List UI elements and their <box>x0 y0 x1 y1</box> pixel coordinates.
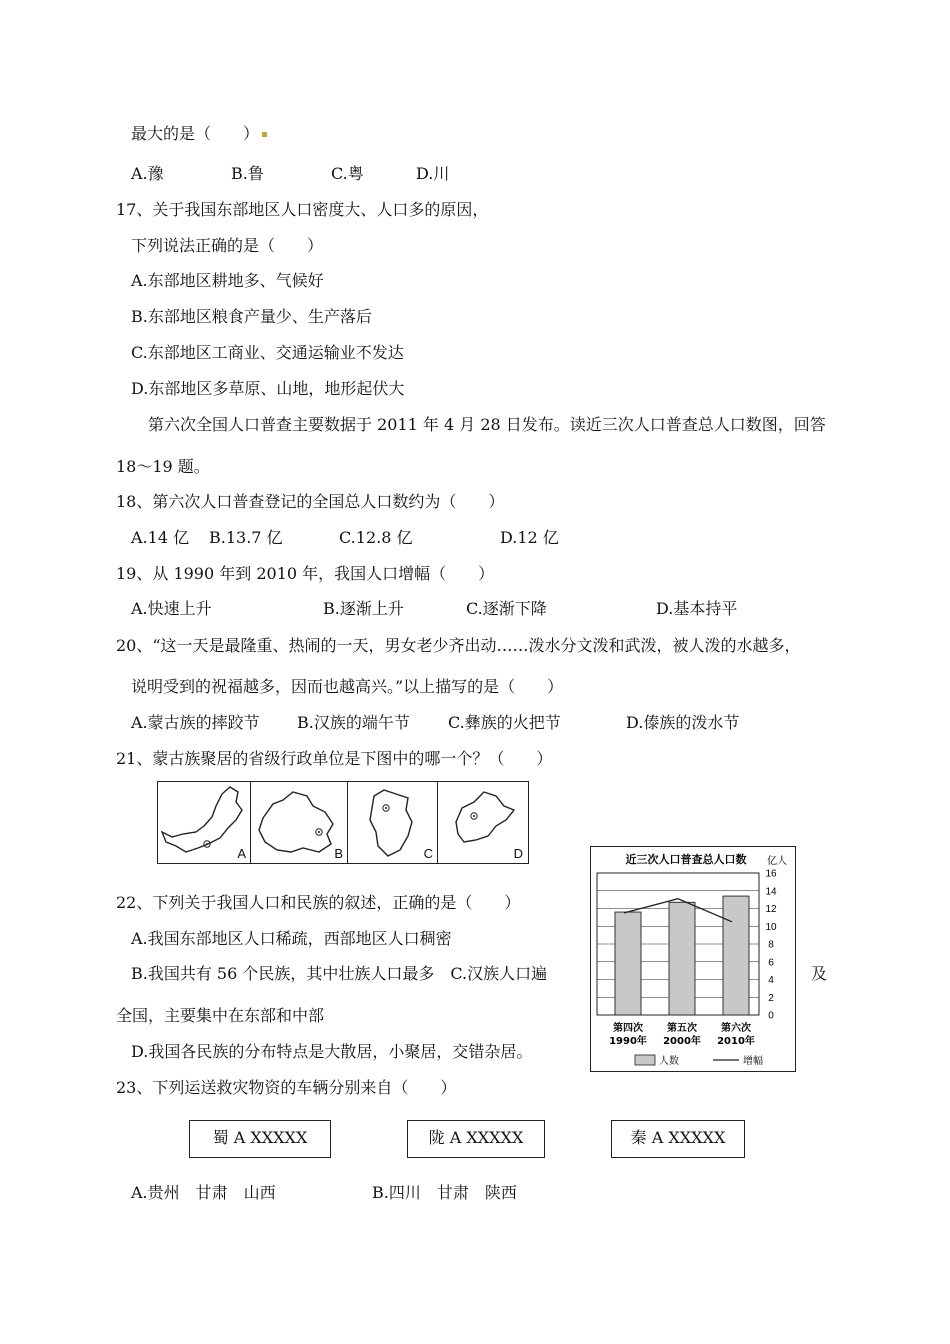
chart-y-tick-label: 6 <box>768 957 774 969</box>
q20-option-d[interactable]: D.傣族的泼水节 <box>626 713 740 732</box>
population-chart <box>590 846 796 1072</box>
q21-stem: 21、蒙古族聚居的省级行政单位是下图中的哪一个？（ ） <box>116 749 553 768</box>
q18-option-c[interactable]: C.12.8 亿 <box>339 528 413 547</box>
q20-stem-line1: 20、“这一天是最隆重、热闹的一天，男女老少齐出动……泼水分文泼和武泼，被人泼的水越多， <box>116 636 801 655</box>
q16-option-a[interactable]: A.豫 <box>131 164 164 183</box>
chart-y-tick-label: 10 <box>765 921 777 933</box>
legend-line-label: 增幅 <box>743 1056 763 1067</box>
license-plate-qin: 秦 A XXXXX <box>611 1120 745 1158</box>
chart-bars <box>615 896 749 1015</box>
map-option-c[interactable] <box>348 782 438 863</box>
q17-stem-line2: 下列说法正确的是（ ） <box>131 236 324 255</box>
chart-y-tick-label: 12 <box>765 904 777 915</box>
q17-stem-line1: 17、关于我国东部地区人口密度大、人口多的原因， <box>116 200 489 219</box>
intro-line1: 第六次全国人口普查主要数据于 2011 年 4 月 28 日发布。读近三次人口普查总人口数图，回答 <box>148 415 826 434</box>
q19-option-d[interactable]: D.基本持平 <box>656 599 738 618</box>
q20-stem-line2: 说明受到的祝福越多，因而也越高兴。”以上描写的是（ ） <box>131 677 564 696</box>
q22-option-c-end: 及 <box>811 964 828 983</box>
population-chart-svg <box>591 847 794 1070</box>
q17-option-c[interactable]: C.东部地区工商业、交通运输业不发达 <box>131 343 404 362</box>
map-label-c: C <box>423 846 433 861</box>
chart-bar <box>723 896 749 1015</box>
chart-bar <box>669 902 695 1015</box>
q19-option-b[interactable]: B.逐渐上升 <box>323 599 404 618</box>
q16-option-d[interactable]: D.川 <box>416 164 450 183</box>
chart-y-tick-label: 2 <box>768 992 774 1004</box>
license-plate-long: 陇 A XXXXX <box>407 1120 545 1158</box>
chart-y-tick-label: 4 <box>768 975 774 986</box>
q16-stem: 最大的是（ ） <box>131 124 267 144</box>
chart-x-tick-label: 第六次 <box>721 1023 751 1034</box>
chart-x-tick-label: 2010年 <box>717 1036 755 1047</box>
chart-y-tick-label: 14 <box>765 886 777 898</box>
chart-ylabel: 亿人 <box>767 856 787 867</box>
decorative-dot <box>262 132 267 137</box>
province-b-outline-icon <box>251 782 347 862</box>
chart-x-tick-label: 2000年 <box>663 1036 701 1047</box>
chart-y-tick-label: 16 <box>765 868 777 880</box>
q20-option-a[interactable]: A.蒙古族的摔跤节 <box>131 713 260 732</box>
q18-option-a[interactable]: A.14 亿 <box>131 528 190 547</box>
q19-stem: 19、从 1990 年到 2010 年，我国人口增幅（ ） <box>116 564 495 583</box>
chart-x-tick-label: 1990年 <box>609 1036 647 1047</box>
q22-option-a[interactable]: A.我国东部地区人口稀疏，西部地区人口稠密 <box>131 929 452 948</box>
legend-bar-label: 人数 <box>659 1056 679 1067</box>
map-option-a[interactable] <box>158 782 251 863</box>
chart-x-tick-label: 第五次 <box>667 1023 697 1034</box>
chart-y-tick-label: 8 <box>768 939 774 951</box>
chart-title: 近三次人口普查总人口数 <box>625 853 747 866</box>
chart-x-labels <box>609 1021 755 1047</box>
inner-mongolia-outline-icon <box>158 782 250 862</box>
map-label-d: D <box>513 846 523 861</box>
q17-option-b[interactable]: B.东部地区粮食产量少、生产落后 <box>131 307 372 326</box>
q23-stem: 23、下列运送救灾物资的车辆分别来自（ ） <box>116 1078 457 1097</box>
province-maps <box>157 781 529 864</box>
q16-option-c[interactable]: C.粤 <box>331 164 364 183</box>
map-label-b: B <box>334 846 343 861</box>
q20-option-b[interactable]: B.汉族的端午节 <box>297 713 410 732</box>
chart-x-tick-label: 第四次 <box>613 1023 643 1034</box>
chart-bar <box>615 912 641 1015</box>
q19-option-c[interactable]: C.逐渐下降 <box>466 599 547 618</box>
chart-y-tick-label: 0 <box>768 1010 774 1022</box>
map-label-a: A <box>237 846 246 861</box>
q18-option-d[interactable]: D.12 亿 <box>500 528 559 547</box>
intro-line2: 18～19 题。 <box>116 457 210 476</box>
q18-stem: 18、第六次人口普查登记的全国总人口数约为（ ） <box>116 492 505 511</box>
q22-option-b[interactable]: B.我国共有 56 个民族，其中壮族人口最多 C.汉族人口遍 <box>131 964 548 983</box>
q19-option-a[interactable]: A.快速上升 <box>131 599 212 618</box>
q17-option-d[interactable]: D.东部地区多草原、山地，地形起伏大 <box>131 379 405 398</box>
q17-option-a[interactable]: A.东部地区耕地多、气候好 <box>131 271 324 290</box>
q23-option-a[interactable]: A.贵州 甘肃 山西 <box>131 1183 276 1202</box>
q20-option-c[interactable]: C.彝族的火把节 <box>448 713 561 732</box>
map-option-b[interactable] <box>251 782 348 863</box>
q22-stem: 22、下列关于我国人口和民族的叙述，正确的是（ ） <box>116 893 521 912</box>
q22-option-c-cont: 全国，主要集中在东部和中部 <box>116 1006 325 1025</box>
license-plate-shu: 蜀 A XXXXX <box>189 1120 331 1158</box>
q16-option-b[interactable]: B.鲁 <box>231 164 264 183</box>
legend-bar-swatch <box>635 1055 655 1065</box>
map-option-d[interactable] <box>438 782 527 863</box>
q18-option-b[interactable]: B.13.7 亿 <box>209 528 283 547</box>
q23-option-b[interactable]: B.四川 甘肃 陕西 <box>372 1183 517 1202</box>
q22-option-d[interactable]: D.我国各民族的分布特点是大散居，小聚居，交错杂居。 <box>131 1042 533 1061</box>
